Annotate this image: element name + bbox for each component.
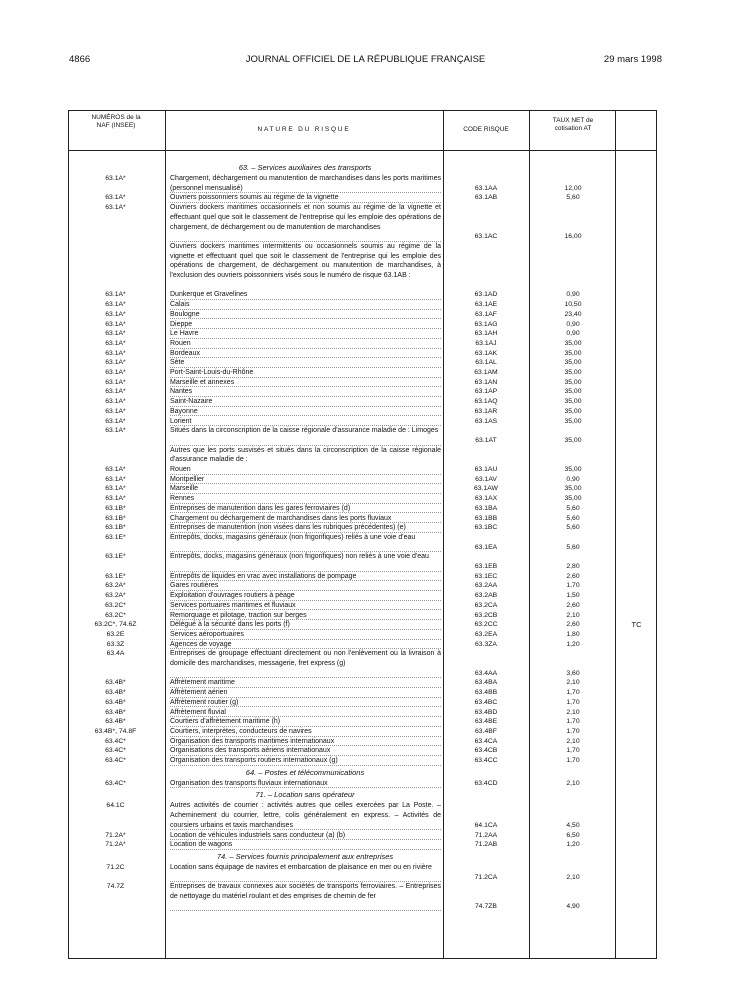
table-row — [69, 630, 658, 640]
table-row — [69, 242, 658, 291]
naf-number: 63.1B* — [105, 504, 126, 512]
risk-code: 63.1AX — [474, 495, 498, 503]
naf-number: 63.4C* — [105, 757, 126, 764]
risk-code: 63.1AS — [474, 417, 498, 425]
table-row — [69, 737, 658, 747]
net-rate: 4,50 — [566, 821, 580, 829]
risk-nature: Ouvriers dockers maritimes intermittents ou occasionnels soumis au régime de la vignette et effectuant quel que soit le classement de l'entreprise qui les emploie des opérations de chargement, de déchargement ou manutention de marchandises, à l'exclusion des ouvriers poissonniers visés sous le numéro de risque 63.1AB : — [170, 242, 441, 279]
net-rate: 35,00 — [564, 485, 582, 493]
table-row — [69, 698, 658, 708]
risk-code: 71.2AB — [474, 841, 498, 849]
risk-code: 63.1AD — [474, 291, 498, 299]
net-rate: 5,60 — [566, 514, 580, 522]
risk-nature: Saint-Nazaire — [170, 397, 441, 407]
table-row — [69, 840, 658, 850]
risk-nature: Rennes — [170, 494, 441, 504]
risk-code: 63.2CB — [474, 611, 498, 619]
net-rate: 2,10 — [566, 611, 580, 619]
table-row — [69, 601, 658, 611]
net-rate: 1,50 — [566, 592, 580, 600]
risk-code: 63.1EB — [474, 562, 498, 570]
table-row — [69, 320, 658, 330]
risk-code: 63.1AJ — [475, 339, 497, 347]
naf-number: 63.1A* — [105, 466, 126, 473]
table-row — [69, 863, 658, 882]
naf-number: 63.1E* — [105, 533, 126, 541]
naf-number: 63.1B* — [105, 524, 126, 532]
column-header-rate: TAUX NET de cotisation AT — [552, 117, 594, 132]
risk-nature: Dunkerque et Gravelines — [170, 290, 441, 300]
risk-nature: Exploitation d'ouvrages routiers à péage — [170, 591, 441, 601]
risk-nature: Sète — [170, 358, 441, 368]
section-title: 74. – Services fournis principalement aux entreprises — [216, 851, 394, 861]
risk-code: 63.2CA — [474, 601, 498, 609]
table-row — [69, 397, 658, 407]
naf-number: 63.4B*, 74.8F — [94, 727, 137, 735]
naf-number: 63.1A* — [105, 339, 126, 347]
naf-number: 63.1A* — [105, 417, 126, 425]
table-row — [69, 174, 658, 193]
net-rate: 2,10 — [566, 737, 580, 745]
net-rate: 35,00 — [564, 398, 582, 406]
table-row — [69, 717, 658, 727]
risk-code: 63.2AA — [474, 582, 498, 590]
naf-number: 74.7Z — [106, 883, 125, 891]
net-rate: 0,90 — [566, 330, 580, 338]
risk-code: 63.1AG — [474, 320, 498, 328]
risk-nature: Nantes — [170, 387, 441, 397]
risk-nature: Organisations des transports aériens internationaux — [170, 746, 441, 756]
net-rate: 35,00 — [564, 378, 582, 386]
naf-number: 63.4C* — [105, 747, 126, 755]
risk-code: 63.4CD — [474, 779, 498, 787]
table-row — [69, 504, 658, 514]
table-row — [69, 417, 658, 427]
risk-nature: Lorient — [170, 417, 441, 427]
net-rate: 3,60 — [566, 669, 580, 677]
net-rate: 2,10 — [566, 679, 580, 687]
net-rate: 35,00 — [564, 388, 582, 396]
net-rate: 35,00 — [564, 495, 582, 503]
tc-mark: TC — [631, 620, 642, 630]
net-rate: 1,80 — [566, 630, 580, 638]
table-row — [69, 678, 658, 688]
table-row — [69, 779, 658, 789]
risk-nature: Location de wagons — [170, 840, 441, 850]
risk-code: 63.1AR — [474, 407, 498, 415]
risk-code: 63.4BC — [474, 698, 498, 706]
net-rate: 1,20 — [566, 640, 580, 648]
naf-number: 63.1A* — [105, 427, 126, 435]
risk-nature: Marseille et annexes — [170, 378, 441, 388]
table-row — [69, 407, 658, 417]
publication-date: 29 mars 1998 — [603, 54, 662, 65]
table-row — [69, 746, 658, 756]
table-row — [69, 368, 658, 378]
risk-nature: Location de véhicules industriels sans conducteur (a) (b) — [170, 831, 441, 841]
table-row — [69, 339, 658, 349]
naf-number: 63.1A* — [105, 320, 126, 328]
risk-nature: Location sans équipage de navires et embarcation de plaisance en mer ou en rivière — [170, 863, 441, 882]
page-number: 4866 — [69, 54, 91, 65]
table-row — [69, 387, 658, 397]
table-row — [69, 358, 658, 368]
section-title: 63. – Services auxiliaires des transports — [238, 163, 372, 172]
net-rate: 35,00 — [564, 407, 582, 415]
risk-code: 63.4CB — [474, 747, 498, 755]
risk-code: 63.1BA — [474, 504, 498, 512]
risk-nature: Entreprises de groupage effectuant directement ou non l'enlèvement ou la livraison à domicile des marchandises, messagerie, fret express (g) — [170, 649, 441, 678]
naf-number: 63.1A* — [105, 475, 126, 483]
header-divider — [69, 150, 656, 151]
naf-number: 63.1E* — [105, 553, 126, 561]
risk-code: 63.4CA — [474, 737, 498, 745]
risk-nature: Entreprises de travaux connexes aux sociétés de transports ferroviaires. – Entreprises de nettoyage du matériel roulant et des emprises de chemin de fer — [170, 882, 441, 911]
net-rate: 35,00 — [564, 436, 582, 444]
risk-code: 63.1AE — [474, 301, 498, 309]
net-rate: 16,00 — [564, 233, 582, 241]
risk-code: 63.1BC — [474, 524, 498, 532]
net-rate: 1,20 — [566, 841, 580, 849]
table-row — [69, 484, 658, 494]
naf-number: 63.1A* — [105, 194, 126, 202]
risk-nature: Rouen — [170, 339, 441, 349]
risk-code: 63.2EA — [474, 630, 498, 638]
risk-nature: Courtiers, interprètes, conducteurs de navires — [170, 727, 441, 737]
net-rate: 0,90 — [566, 475, 580, 483]
risk-code: 63.4AA — [474, 669, 498, 677]
naf-number: 63.4B* — [105, 689, 126, 697]
net-rate: 4,90 — [566, 902, 580, 910]
net-rate: 1,70 — [566, 718, 580, 726]
table-row — [69, 533, 658, 552]
table-row — [69, 329, 658, 339]
risk-code: 63.1AB — [474, 194, 498, 202]
risk-nature: Affrètement fluvial — [170, 708, 441, 718]
net-rate: 35,00 — [564, 417, 582, 425]
table-row — [69, 708, 658, 718]
table-row — [69, 688, 658, 698]
table-row — [69, 756, 658, 766]
risk-nature: Bordeaux — [170, 349, 441, 359]
net-rate: 5,60 — [566, 524, 580, 532]
risk-code: 63.1AK — [474, 349, 498, 357]
naf-number: 63.1A* — [105, 301, 126, 309]
net-rate: 2,60 — [566, 601, 580, 609]
table-row — [69, 552, 658, 571]
section-title: 71. – Location sans opérateur — [255, 790, 355, 800]
net-rate: 1,70 — [566, 747, 580, 755]
risk-code: 63.4CC — [474, 757, 498, 764]
net-rate: 35,00 — [564, 466, 582, 473]
risk-nature: Marseille — [170, 484, 441, 494]
risk-code: 63.1EA — [474, 543, 498, 551]
risk-code: 63.1AL — [475, 359, 497, 367]
risk-nature: Affrètement maritime — [170, 678, 441, 688]
naf-number: 63.4A — [106, 650, 125, 658]
net-rate: 5,60 — [566, 504, 580, 512]
net-rate: 2,10 — [566, 873, 580, 881]
table-row — [69, 465, 658, 475]
table-row — [69, 494, 658, 504]
risk-nature: Entrepôts, docks, magasins généraux (non frigorifiques) reliés à une voie d'eau — [170, 533, 441, 552]
risk-code: 63.1AF — [475, 310, 497, 318]
risk-code: 63.1BB — [474, 514, 498, 522]
risk-nature: Montpellier — [170, 475, 441, 485]
column-header-naf: NUMÉROS de la NAF (INSEE) — [91, 114, 141, 129]
table-row — [69, 193, 658, 203]
net-rate: 35,00 — [564, 349, 582, 357]
naf-number: 63.1E* — [105, 572, 126, 580]
risk-code: 63.1EC — [474, 572, 498, 580]
risk-nature: Gares routières — [170, 581, 441, 591]
net-rate: 23,40 — [564, 310, 582, 318]
risk-nature: Affrètement routier (g) — [170, 698, 441, 708]
risk-nature: Chargement, déchargement ou manutention de marchandises dans les ports maritimes (personnel mensualisé) — [170, 175, 441, 192]
naf-number: 63.2C*, 74.6Z — [94, 621, 137, 629]
net-rate: 1,70 — [566, 582, 580, 590]
naf-number: 63.1A* — [105, 407, 126, 415]
net-rate: 35,00 — [564, 339, 582, 347]
risk-code: 64.1CA — [474, 821, 498, 829]
risk-code: 63.4BB — [474, 689, 498, 697]
net-rate: 5,60 — [566, 543, 580, 551]
naf-number: 63.4C* — [105, 737, 126, 745]
table-row — [69, 831, 658, 841]
table-row — [69, 300, 658, 310]
naf-number: 63.2A* — [105, 592, 126, 600]
journal-title: JOURNAL OFFICIEL DE LA RÉPUBLIQUE FRANÇAISE — [245, 54, 486, 65]
column-header-nature: NATURE DU RISQUE — [257, 126, 351, 133]
naf-number: 63.1A* — [105, 398, 126, 406]
net-rate: 2,80 — [566, 562, 580, 570]
naf-number: 63.1A* — [105, 359, 126, 367]
naf-number: 63.1A* — [105, 330, 126, 338]
risk-code: 63.4BE — [474, 718, 498, 726]
table-row — [69, 727, 658, 737]
naf-number: 71.2A* — [105, 841, 126, 849]
risk-nature: Entrepôts de liquides en vrac avec installations de pompage — [170, 572, 441, 582]
net-rate: 0,90 — [566, 291, 580, 299]
table-row — [69, 514, 658, 524]
table-row — [69, 426, 658, 445]
risk-nature: Services aéroportuaires — [170, 630, 441, 640]
risk-nature: Ouvriers poissonniers soumis au régime de la vignette — [170, 193, 441, 203]
risk-code: 63.1AW — [474, 485, 498, 493]
net-rate: 6,50 — [566, 831, 580, 839]
naf-number: 63.1B* — [105, 514, 126, 522]
net-rate: 12,00 — [564, 184, 582, 192]
risk-code: 63.2AB — [474, 592, 498, 600]
risk-code: 63.1AH — [474, 330, 498, 338]
table-row — [69, 882, 658, 911]
risk-nature: Entreprises de manutention dans les gares ferroviaires (d) — [170, 504, 441, 514]
net-rate: 1,70 — [566, 698, 580, 706]
risk-nature: Organisation des transports fluviaux internationaux — [170, 779, 441, 789]
naf-number: 63.1A* — [105, 485, 126, 493]
risk-code: 63.1AA — [474, 184, 498, 192]
risk-nature: Bayonne — [170, 407, 441, 417]
net-rate: 1,70 — [566, 689, 580, 697]
table-row — [69, 611, 658, 621]
risk-code: 63.1AP — [474, 388, 498, 396]
naf-number: 63.4B* — [105, 708, 126, 716]
naf-number: 63.1A* — [105, 388, 126, 396]
risk-nature: Calais — [170, 300, 441, 310]
table-row — [69, 801, 658, 830]
net-rate: 2,60 — [566, 572, 580, 580]
naf-number: 71.2C — [106, 863, 125, 871]
risk-code: 63.1AM — [474, 369, 498, 376]
risk-nature: Chargement ou déchargement de marchandises dans les ports fluviaux — [170, 514, 441, 524]
naf-number: 63.1A* — [105, 204, 126, 212]
risk-code: 63.1AV — [475, 475, 497, 483]
risk-nature: Ouvriers dockers maritimes occasionnels et non soumis au régime de la vignette et effectuant quel que soit le classement de l'entreprise qui les emploie des opérations de chargement, de déchargement ou de manutention de marchandises — [170, 203, 441, 242]
net-rate: 35,00 — [564, 369, 582, 376]
naf-number: 63.1A* — [105, 495, 126, 503]
table-row — [69, 640, 658, 650]
net-rate: 1,70 — [566, 757, 580, 764]
naf-number: 63.1A* — [105, 349, 126, 357]
risk-nature: Services portuaires maritimes et fluviaux — [170, 601, 441, 611]
column-header-code: CODE RISQUE — [463, 126, 509, 133]
table-row — [69, 349, 658, 359]
table-row — [69, 203, 658, 242]
naf-number: 63.4B* — [105, 698, 126, 706]
risk-code: 63.1AN — [474, 378, 498, 386]
naf-number: 63.1A* — [105, 291, 126, 299]
risk-code: 63.1AC — [474, 233, 498, 241]
risk-nature: Organisation des transports routiers internationaux (g) — [170, 756, 441, 766]
table-row — [69, 581, 658, 591]
risk-table — [68, 110, 657, 959]
table-row — [69, 523, 658, 533]
naf-number: 63.3Z — [106, 640, 125, 648]
naf-number: 63.1A* — [105, 378, 126, 386]
risk-code: 63.1AT — [475, 436, 497, 444]
table-row — [69, 475, 658, 485]
risk-code: 63.4BD — [474, 708, 498, 716]
naf-number: 63.2C* — [105, 611, 126, 619]
risk-nature: Remorquage et pilotage, traction sur berges — [170, 611, 441, 621]
naf-number: 63.1A* — [105, 310, 126, 318]
risk-code: 71.2CA — [474, 873, 498, 881]
table-row — [69, 620, 658, 630]
risk-code: 74.7ZB — [475, 902, 497, 910]
naf-number: 63.4B* — [105, 718, 126, 726]
net-rate: 5,60 — [566, 194, 580, 202]
risk-nature: Dieppe — [170, 320, 441, 330]
risk-nature: Autres activités de courrier : activités autres que celles exercées par La Poste. – Acheminement du courrier, lettre, colis généralement en express. – Activités de coursiers urbains et taxis marchandises — [170, 802, 441, 829]
naf-number: 63.1A* — [105, 175, 126, 182]
risk-code: 63.4BA — [474, 679, 498, 687]
risk-code: 63.1AU — [474, 466, 498, 473]
risk-code: 63.2CC — [474, 621, 498, 629]
table-row — [69, 310, 658, 320]
risk-nature: Courtiers d'affrètement maritime (h) — [170, 717, 441, 727]
risk-code: 71.2AA — [474, 831, 498, 839]
risk-nature: Boulogne — [170, 310, 441, 320]
net-rate: 2,10 — [566, 708, 580, 716]
table-row — [69, 649, 658, 678]
risk-nature: Entreprises de manutention (non visées dans les rubriques précédentes) (e) — [170, 523, 441, 533]
net-rate: 2,10 — [566, 779, 580, 787]
net-rate: 35,00 — [564, 359, 582, 367]
risk-nature: Situés dans la circonscription de la caisse régionale d'assurance maladie de : Limoges — [170, 426, 441, 445]
naf-number: 63.1A* — [105, 369, 126, 376]
risk-code: 63.4BF — [475, 727, 497, 735]
naf-number: 63.4B* — [105, 679, 126, 687]
naf-number: 63.4C* — [105, 779, 126, 787]
table-row — [69, 572, 658, 582]
net-rate: 10,50 — [564, 301, 582, 309]
risk-nature: Le Havre — [170, 329, 441, 339]
net-rate: 0,90 — [566, 320, 580, 328]
naf-number: 64.1C — [106, 802, 125, 810]
naf-number: 63.2E — [106, 630, 125, 638]
risk-nature: Agences de voyage — [170, 640, 441, 650]
table-row — [69, 446, 658, 465]
table-row — [69, 591, 658, 601]
net-rate: 1,70 — [566, 727, 580, 735]
risk-nature: Entrepôts, docks, magasins généraux (non frigorifiques) non reliés à une voie d'eau — [170, 552, 441, 571]
naf-number: 63.2C* — [105, 601, 126, 609]
risk-nature: Autres que les ports susvisés et situés dans la circonscription de la caisse régionale d'assurance maladie de : — [170, 446, 441, 464]
risk-code: 63.3ZA — [475, 640, 497, 648]
risk-nature: Rouen — [170, 465, 441, 475]
naf-number: 63.2A* — [105, 582, 126, 590]
risk-nature: Port-Saint-Louis-du-Rhône — [170, 368, 441, 378]
risk-nature: Organisation des transports maritimes internationaux — [170, 737, 441, 747]
risk-nature: Affrètement aérien — [170, 688, 441, 698]
section-title: 64. – Postes et télécommunications — [245, 767, 365, 777]
risk-code: 63.1AQ — [474, 398, 498, 406]
table-row — [69, 378, 658, 388]
naf-number: 71.2A* — [105, 831, 126, 839]
table-row — [69, 290, 658, 300]
net-rate: 2,60 — [566, 621, 580, 629]
risk-nature: Délégué à la sécurité dans les ports (f) — [170, 620, 441, 630]
